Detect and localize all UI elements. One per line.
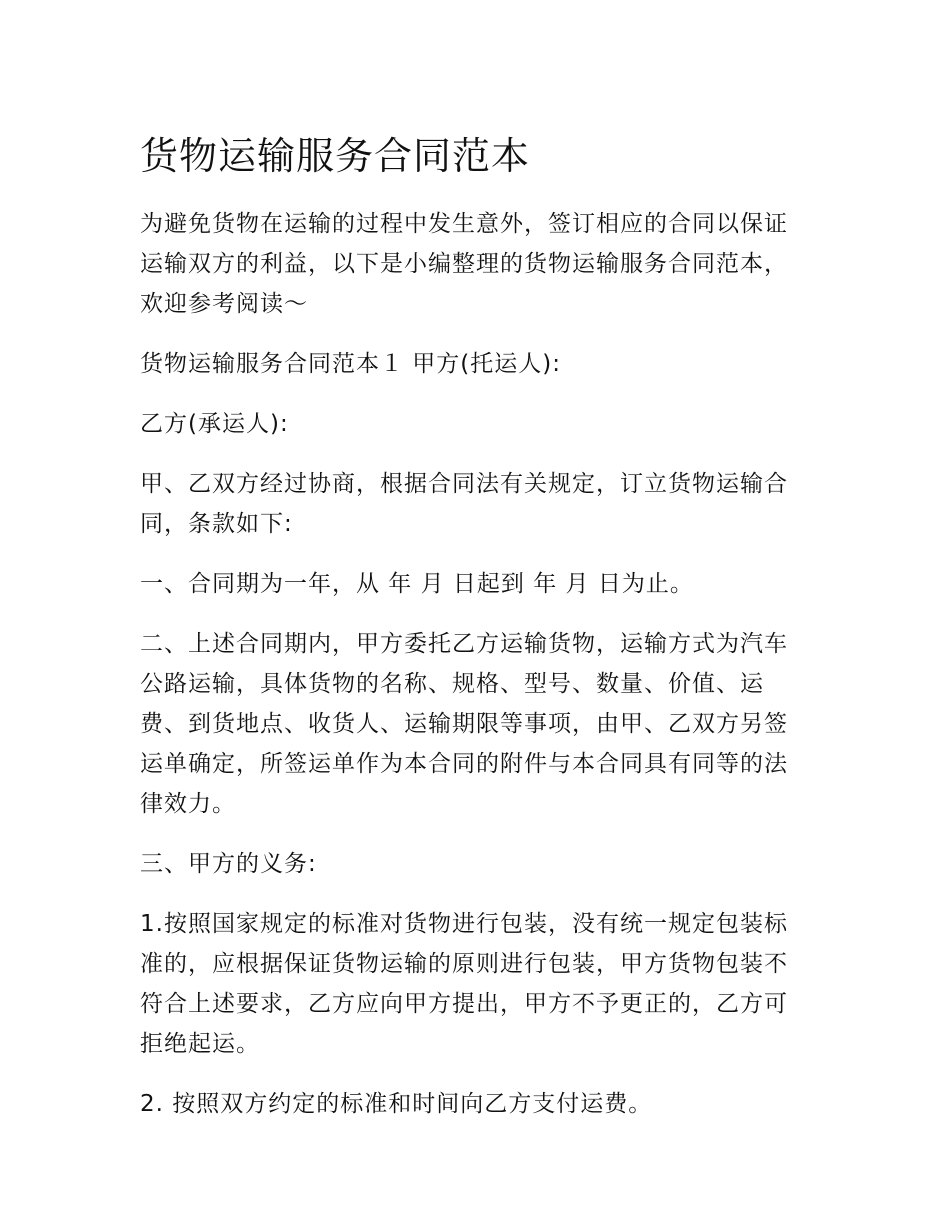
clause-2: 二、上述合同期内，甲方委托乙方运输货物，运输方式为汽车公路运输，具体货物的名称、规格、型号、数量、价值、运费、到货地点、收货人、运输期限等事项，由甲、乙双方另签运单确定，所签运单作为本合同的附件与本合同具有同等的法律效力。 (140, 631, 788, 817)
clause-3-heading: 三、甲方的义务: (140, 851, 317, 877)
intro-paragraph: 为避免货物在运输的过程中发生意外，签订相应的合同以保证运输双方的利益，以下是小编整理的货物运输服务合同范本，欢迎参考阅读～ (140, 211, 788, 317)
agreement-paragraph: 甲、乙双方经过协商，根据合同法有关规定，订立货物运输合同，条款如下: (140, 471, 788, 537)
obligation-1: 1.按照国家规定的标准对货物进行包装，没有统一规定包装标准的，应根据保证货物运输的原则进行包装，甲方货物包装不符合上述要求，乙方应向甲方提出，甲方不予更正的，乙方可拒绝起运。 (140, 911, 788, 1057)
contract-heading-party-a: 货物运输服务合同范本１ 甲方(托运人): (140, 351, 562, 377)
party-b-line: 乙方(承运人): (140, 411, 289, 437)
obligation-2: 2. 按照双方约定的标准和时间向乙方支付运费。 (140, 1091, 653, 1117)
document-title: 货物运输服务合同范本 (140, 134, 531, 178)
clause-1: 一、合同期为一年，从 年 月 日起到 年 月 日为止。 (140, 571, 694, 597)
